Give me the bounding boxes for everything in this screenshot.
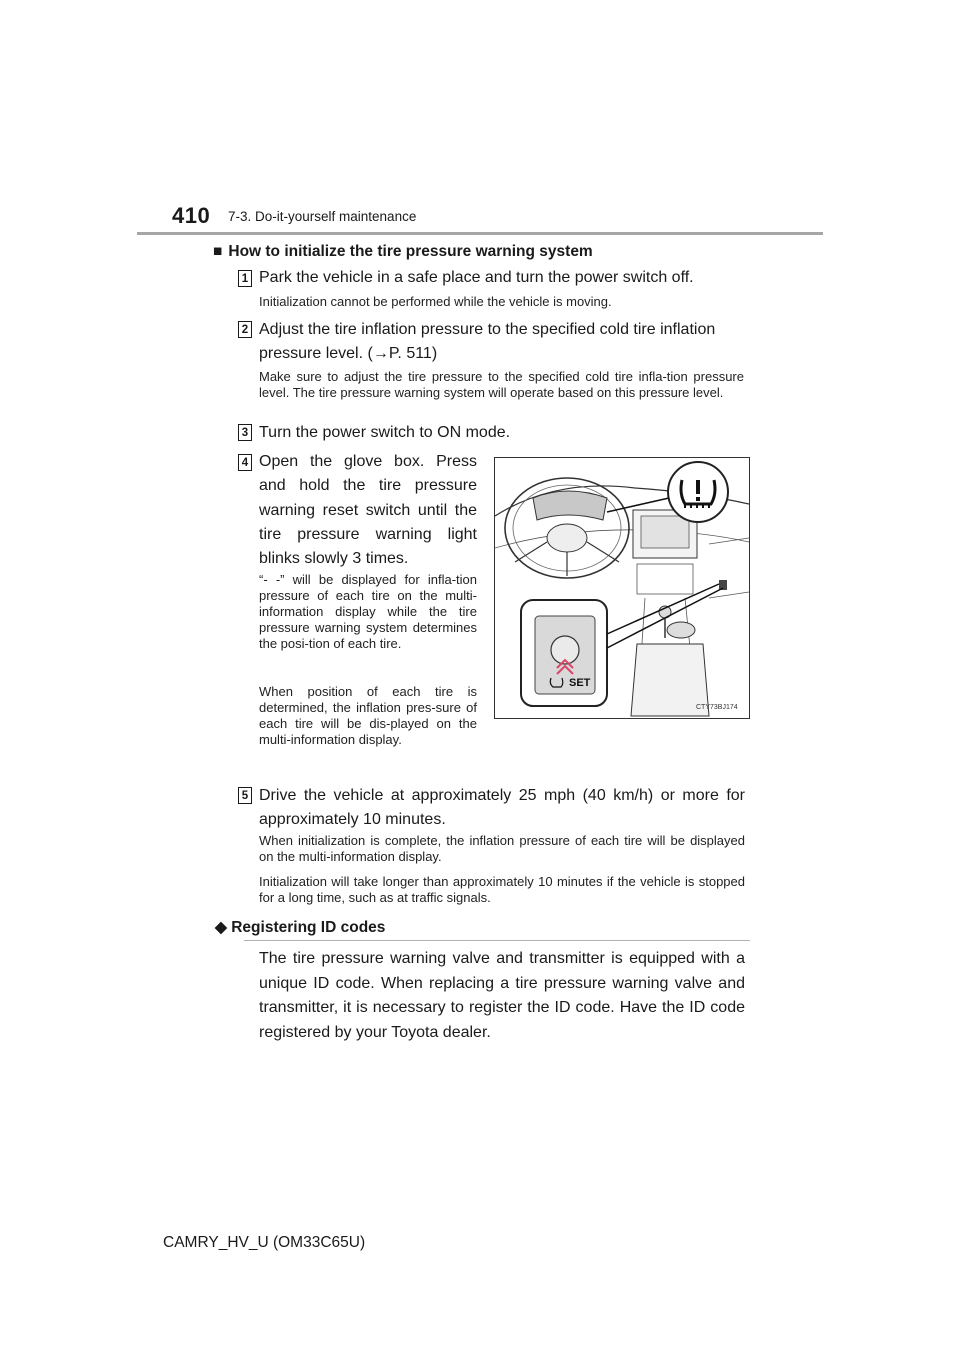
step-1-note: Initialization cannot be performed while the vehicle is moving. [259, 294, 612, 309]
page-number: 410 [172, 203, 211, 228]
glove-box-figure [494, 457, 750, 719]
step-4-note-2: When position of each tire is determined, the inflation pres-sure of each tire will be dis-played on the multi-information display. [259, 684, 477, 747]
subsection-title: Registering ID codes [231, 919, 386, 936]
step-4-text: Open the glove box. Press and hold the tire pressure warning reset switch until the tire pressure warning light blinks slowly 3 times. [259, 453, 477, 568]
set-label: SET [569, 677, 591, 689]
step-4-number: 4 [238, 454, 252, 471]
subsection-divider [244, 940, 750, 941]
heading-marker: ■ [213, 243, 223, 260]
step-3-number: 3 [238, 424, 252, 441]
step-5-number: 5 [238, 787, 252, 804]
step-5-note-2: Initialization will take longer than approximately 10 minutes if the vehicle is stopped for a long time, such as at traffic signals. [259, 874, 745, 905]
subsection-body: The tire pressure warning valve and transmitter is equipped with a unique ID code. When replacing a tire pressure warning valve and transmitter, it is necessary to register the ID code. Have the ID code registered by your Toyota dealer. [259, 950, 745, 1041]
header-divider [137, 232, 823, 235]
step-5-note-1: When initialization is complete, the inflation pressure of each tire will be displayed on the multi-information display. [259, 833, 745, 864]
step-1-number: 1 [238, 270, 252, 287]
step-2-note: Make sure to adjust the tire pressure to the specified cold tire infla-tion pressure level. The tire pressure warning system will operate based on this pressure level. [259, 369, 744, 400]
step-2-number: 2 [238, 321, 252, 338]
section-title: 7-3. Do-it-yourself maintenance [228, 209, 417, 224]
subsection-marker: ◆ [215, 919, 227, 936]
dashboard-illustration [495, 458, 749, 718]
heading-title: How to initialize the tire pressure warning system [228, 243, 593, 260]
subsection-heading [215, 918, 385, 937]
procedure-heading [213, 243, 593, 261]
step-5-text: Drive the vehicle at approximately 25 mph (40 km/h) or more for approximately 10 minutes. [259, 787, 745, 828]
step-3-text: Turn the power switch to ON mode. [259, 424, 511, 441]
step-4-note-1: “- -” will be displayed for infla-tion pressure of each tire on the multi-information display while the tire pressure warning system determines the posi-tion of each tire. [259, 572, 477, 651]
figure-code: CTY73BJ174 [696, 704, 738, 711]
step-2-text-line1: Adjust the tire inflation pressure to the specified cold tire inflation [259, 321, 716, 338]
step-2-text-line2: pressure level. (→P. 511) [259, 345, 438, 362]
model-footer: CAMRY_HV_U (OM33C65U) [163, 1234, 366, 1251]
step-1-text: Park the vehicle in a safe place and turn the power switch off. [259, 269, 694, 286]
